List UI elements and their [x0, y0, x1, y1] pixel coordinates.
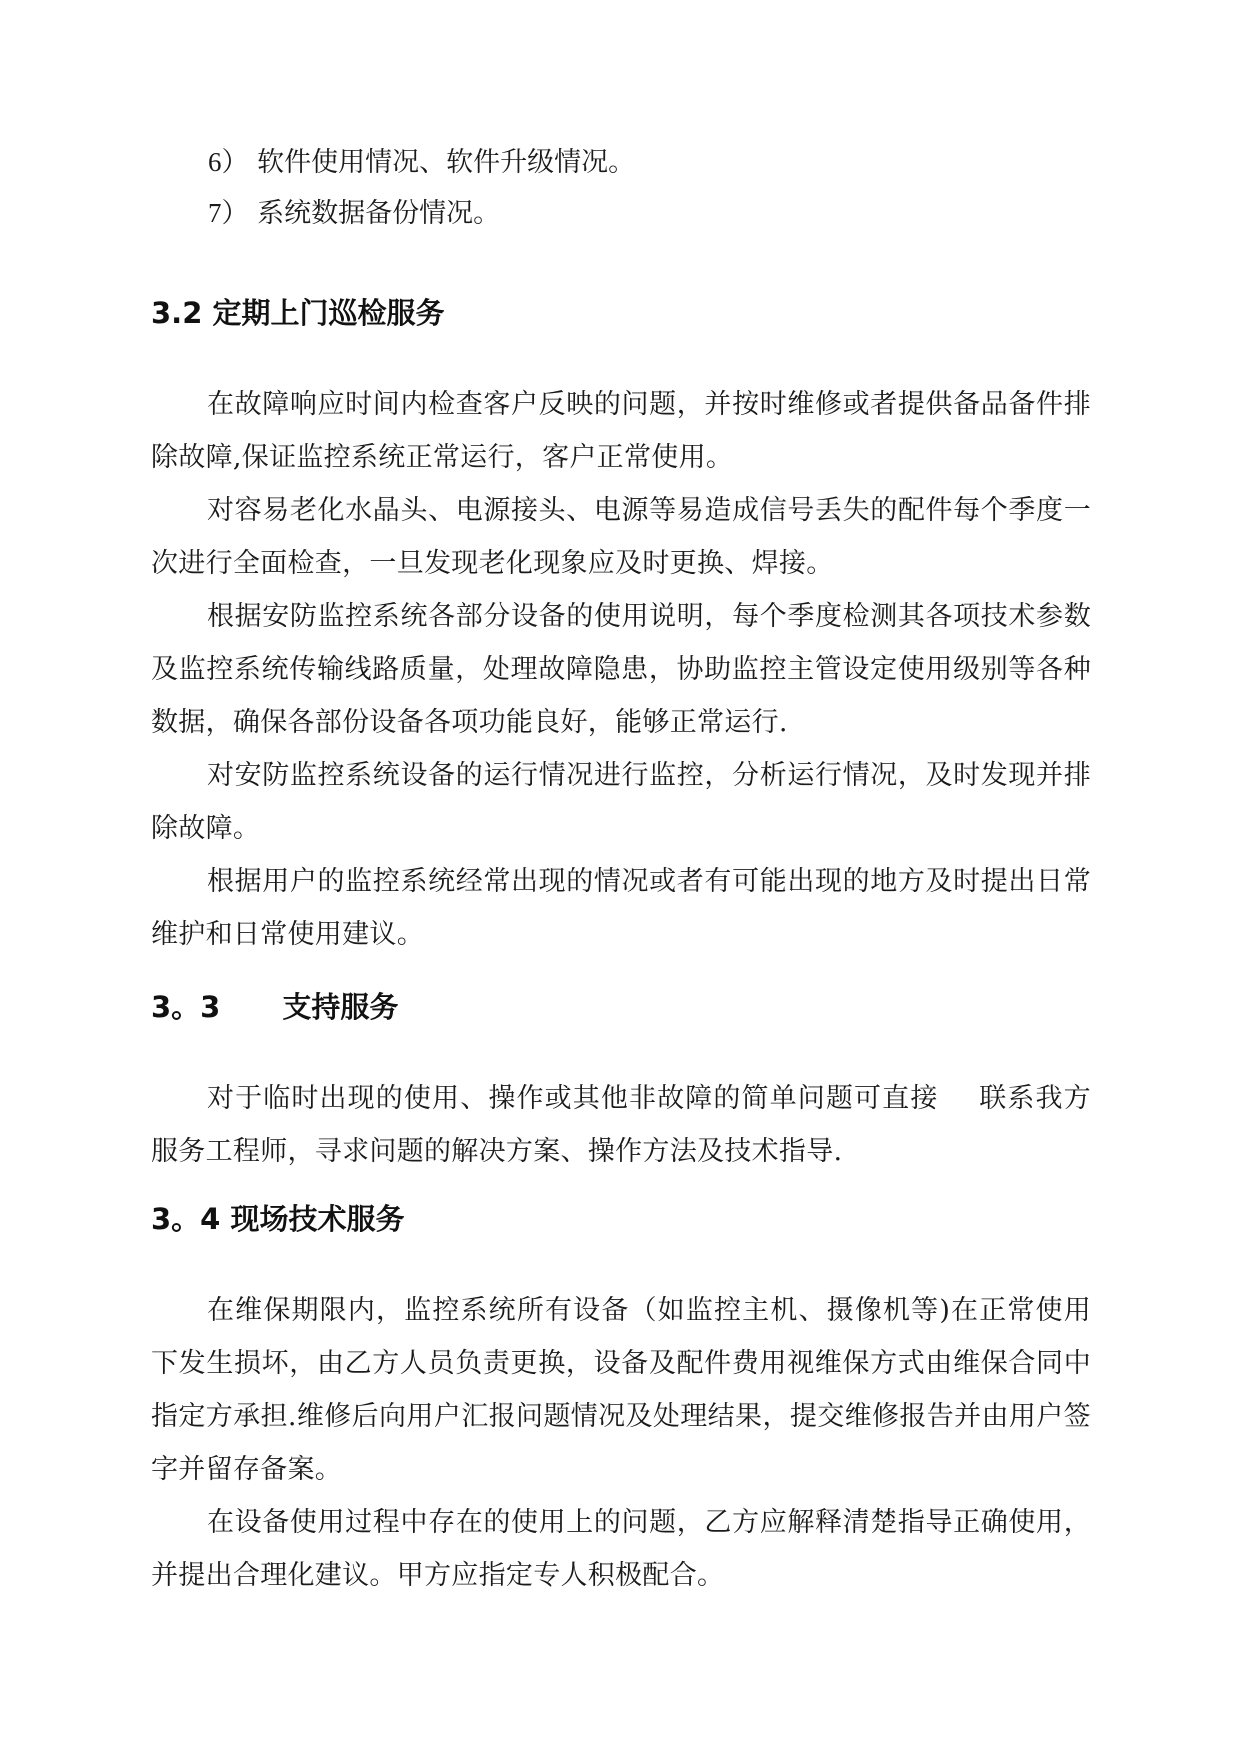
heading-text: 支持服务: [282, 990, 399, 1024]
list-text: 软件使用情况、软件升级情况。: [257, 147, 636, 178]
list-text: 系统数据备份情况。: [257, 198, 501, 229]
list-item-6: [208, 147, 635, 178]
list-number: 6）: [208, 147, 249, 177]
heading-number: 3。3: [151, 990, 221, 1024]
paragraph: 对安防监控系统设备的运行情况进行监控，分析运行情况，及时发现并排除故障。: [151, 760, 1091, 844]
list-number: 7）: [208, 198, 249, 228]
section-heading-3-2: 3.2 定期上门巡检服务: [151, 296, 445, 330]
paragraph: 在设备使用过程中存在的使用上的问题，乙方应解释清楚指导正确使用，并提出合理化建议。甲方应指定专人积极配合。: [151, 1507, 1091, 1591]
paragraph: 对容易老化水晶头、电源接头、电源等易造成信号丢失的配件每个季度一次进行全面检查，一旦发现老化现象应及时更换、焊接。: [151, 495, 1091, 579]
paragraph: [151, 1072, 1091, 1178]
paragraph-part: 对于临时出现的使用、操作或其他非故障的简单问题可直接: [207, 1083, 939, 1114]
paragraph: 根据用户的监控系统经常出现的情况或者有可能出现的地方及时提出日常维护和日常使用建议。: [151, 866, 1091, 950]
paragraph: 在维保期限内，监控系统所有设备（如监控主机、摄像机等)在正常使用下发生损坏，由乙方人员负责更换，设备及配件费用视维保方式由维保合同中指定方承担.维修后向用户汇报问题情况及处理结果，提交维修报告并由用户签字并留存备案。: [151, 1295, 1091, 1485]
section-heading-3-3: [151, 990, 398, 1024]
paragraph-part: 联系我方服务工程师，寻求问题的解决方案、操作方法及技术指导.: [151, 1083, 1091, 1167]
paragraph: 根据安防监控系统各部分设备的使用说明，每个季度检测其各项技术参数及监控系统传输线路质量，处理故障隐患，协助监控主管设定使用级别等各种数据，确保各部份设备各项功能良好，能够正常运行.: [151, 601, 1091, 738]
list-item-7: [208, 198, 500, 229]
paragraph: 在故障响应时间内检查客户反映的问题，并按时维修或者提供备品备件排除故障,保证监控系统正常运行，客户正常使用。: [151, 389, 1091, 473]
section-heading-3-4: 3。4 现场技术服务: [151, 1202, 405, 1236]
